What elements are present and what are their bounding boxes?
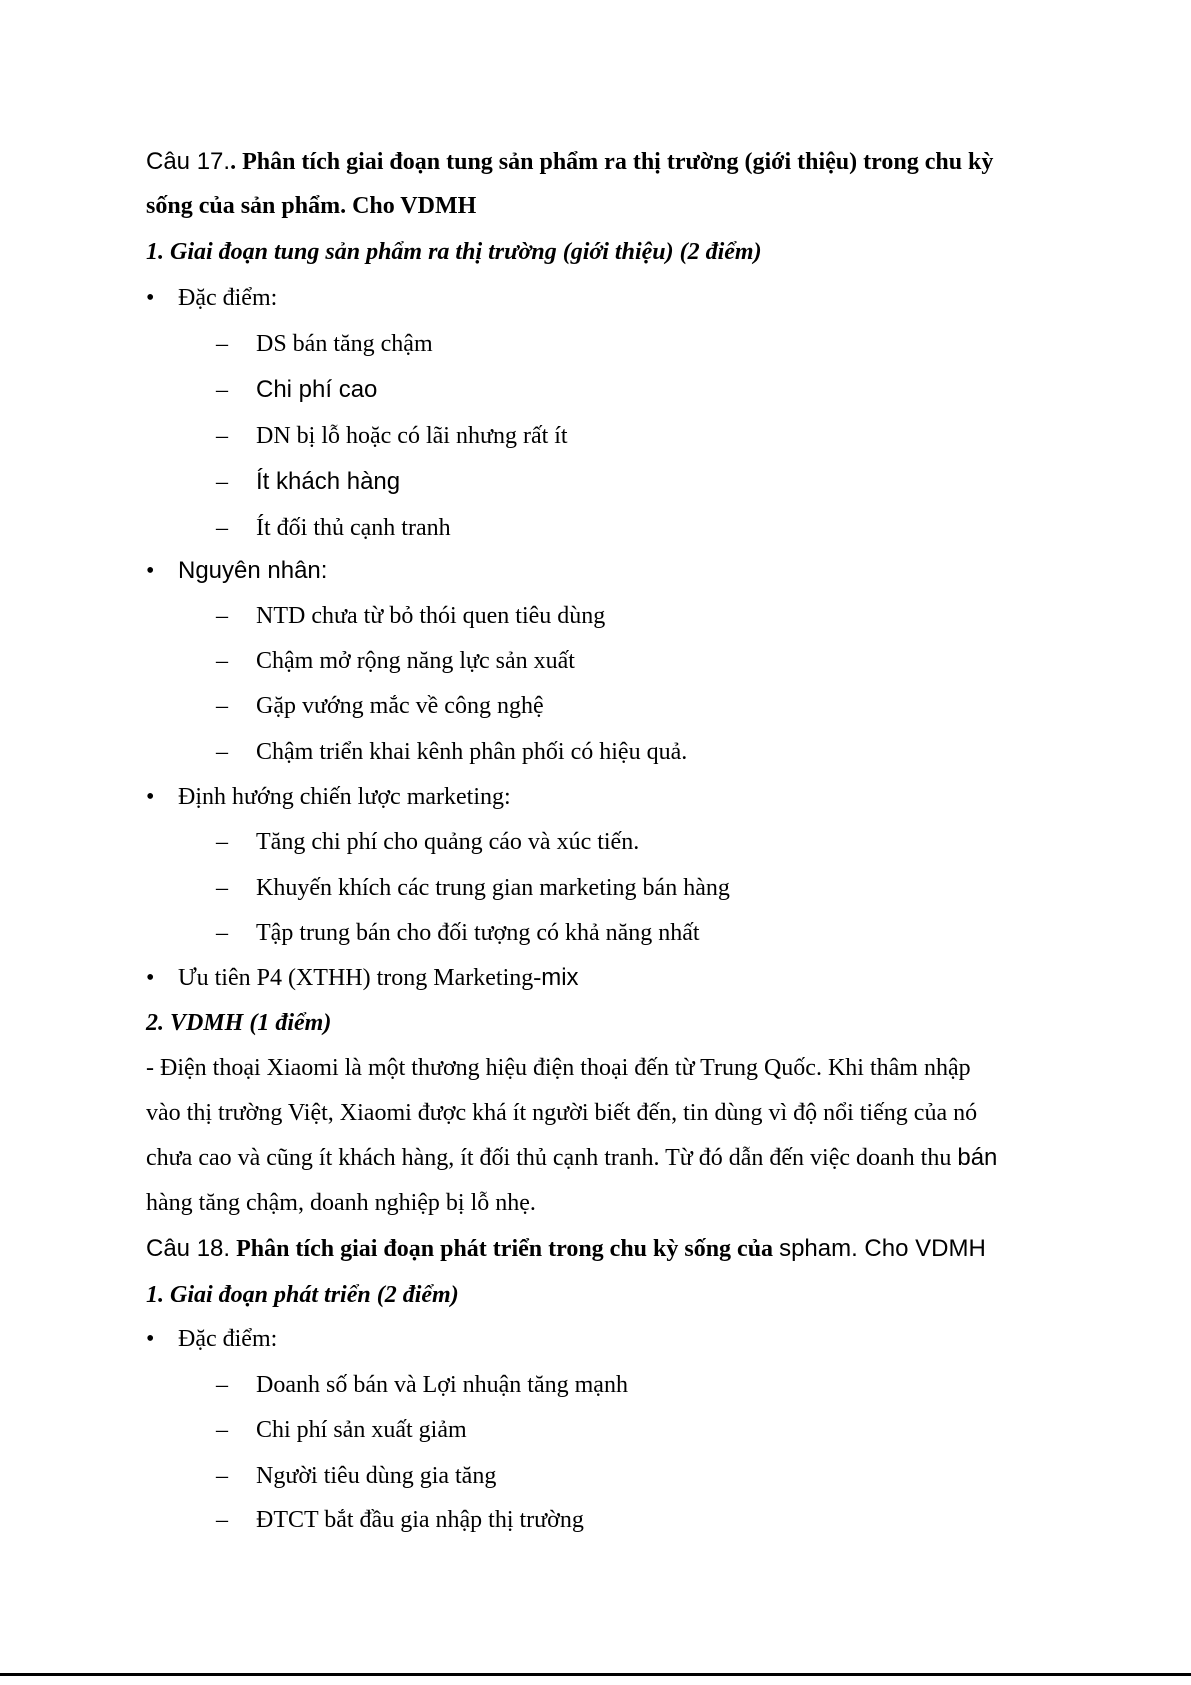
q17-example-line3-text: chưa cao và cũng ít khách hàng, ít đối thủ cạnh tranh. Từ đó dẫn đến việc doanh thu <box>146 1145 958 1171</box>
q18-title-tail: spham. Cho VDMH <box>779 1235 986 1262</box>
dash-marker: – <box>216 423 228 449</box>
dash-marker: – <box>216 693 228 719</box>
list-item-text: Chậm mở rộng năng lực sản xuất <box>256 648 575 674</box>
list-item-text: Chi phí cao <box>256 376 378 403</box>
q17-dac-diem-bullet <box>146 283 277 313</box>
q17-title-line1: . Phân tích giai đoạn tung sản phẩm ra thị trường (giới thiệu) trong chu kỳ <box>230 149 994 175</box>
dash-marker: – <box>216 377 228 403</box>
q17-dinh-huong-item <box>216 827 639 857</box>
q18-dac-diem-label: Đặc điểm: <box>178 1326 278 1352</box>
list-item-text: Người tiêu dùng gia tăng <box>256 1463 497 1489</box>
q17-example-line4: hàng tăng chậm, doanh nghiệp bị lỗ nhẹ. <box>146 1190 536 1216</box>
q17-nguyen-nhan-label: Nguyên nhân: <box>178 557 328 584</box>
q17-uu-tien-text: Ưu tiên P4 (XTHH) trong Marketing- <box>178 965 542 991</box>
q17-dac-diem-item <box>216 467 400 497</box>
q18-section1-heading: 1. Giai đoạn phát triển (2 điểm) <box>146 1282 459 1308</box>
q17-nguyen-nhan-item <box>216 737 687 767</box>
q17-uu-tien-tail: mix <box>541 964 579 991</box>
bullet-marker: • <box>146 1326 155 1352</box>
q18-title: Phân tích giai đoạn phát triển trong chu kỳ sống của <box>236 1236 774 1262</box>
dash-marker: – <box>216 1463 228 1489</box>
dash-marker: – <box>216 920 228 946</box>
q17-heading-line1 <box>146 147 993 177</box>
list-item-text: Ít khách hàng <box>256 468 401 495</box>
q17-nguyen-nhan-bullet <box>146 556 327 586</box>
q18-heading <box>146 1234 986 1264</box>
dash-marker: – <box>216 648 228 674</box>
q18-dac-diem-bullet <box>146 1324 277 1354</box>
q17-nguyen-nhan-item <box>216 646 575 676</box>
dash-marker: – <box>216 603 228 629</box>
q18-dac-diem-item <box>216 1415 467 1445</box>
q17-dac-diem-item <box>216 421 568 451</box>
list-item-text: Chậm triển khai kênh phân phối có hiệu quả. <box>256 739 688 765</box>
dash-marker: – <box>216 515 228 541</box>
q17-dinh-huong-item <box>216 873 730 903</box>
dash-marker: – <box>216 331 228 357</box>
q17-example-line3 <box>146 1143 997 1173</box>
q17-dinh-huong-bullet <box>146 782 511 812</box>
q17-section1-heading: 1. Giai đoạn tung sản phẩm ra thị trường (giới thiệu) (2 điểm) <box>146 239 762 265</box>
q17-dac-diem-item <box>216 375 377 405</box>
q17-example-line3-tail: bán <box>957 1144 998 1171</box>
dash-marker: – <box>216 829 228 855</box>
dash-marker: – <box>216 1417 228 1443</box>
q17-dac-diem-label: Đặc điểm: <box>178 285 278 311</box>
q17-title-line2: sống của sản phẩm. Cho VDMH <box>146 193 477 219</box>
list-item-text: Tập trung bán cho đối tượng có khả năng nhất <box>256 920 700 946</box>
q17-section2-heading: 2. VDMH (1 điểm) <box>146 1010 332 1036</box>
list-item-text: Gặp vướng mắc về công nghệ <box>256 693 544 719</box>
list-item-text: NTD chưa từ bỏ thói quen tiêu dùng <box>256 603 606 629</box>
list-item-text: ĐTCT bắt đầu gia nhập thị trường <box>256 1507 584 1533</box>
dash-marker: – <box>216 1372 228 1398</box>
q17-dinh-huong-label: Định hướng chiến lược marketing: <box>178 784 511 810</box>
q18-prefix: Câu 18. <box>146 1235 231 1262</box>
q17-example-line1: - Điện thoại Xiaomi là một thương hiệu điện thoại đến từ Trung Quốc. Khi thâm nhập <box>146 1055 971 1081</box>
dash-marker: – <box>216 739 228 765</box>
q17-dac-diem-item <box>216 329 433 359</box>
dash-marker: – <box>216 469 228 495</box>
bullet-marker: • <box>146 285 155 311</box>
q18-dac-diem-item <box>216 1505 584 1535</box>
list-item-text: DS bán tăng chậm <box>256 331 433 357</box>
list-item-text: Ít đối thủ cạnh tranh <box>256 515 451 541</box>
dash-marker: – <box>216 1507 228 1533</box>
list-item-text: Tăng chi phí cho quảng cáo và xúc tiến. <box>256 829 640 855</box>
page-bottom-rule <box>0 1673 1191 1676</box>
q17-nguyen-nhan-item <box>216 601 605 631</box>
list-item-text: DN bị lỗ hoặc có lãi nhưng rất ít <box>256 423 568 449</box>
q17-example-line2: vào thị trường Việt, Xiaomi được khá ít người biết đến, tin dùng vì độ nổi tiếng của nó <box>146 1100 978 1126</box>
q18-dac-diem-item <box>216 1370 628 1400</box>
list-item-text: Chi phí sản xuất giảm <box>256 1417 467 1443</box>
q17-dinh-huong-item <box>216 918 700 948</box>
q17-prefix: Câu 17. <box>146 148 231 175</box>
bullet-marker: • <box>146 558 155 584</box>
list-item-text: Doanh số bán và Lợi nhuận tăng mạnh <box>256 1372 628 1398</box>
q17-uu-tien-bullet <box>146 963 579 993</box>
q17-nguyen-nhan-item <box>216 691 544 721</box>
q18-dac-diem-item <box>216 1461 496 1491</box>
bullet-marker: • <box>146 784 155 810</box>
bullet-marker: • <box>146 965 155 991</box>
list-item-text: Khuyến khích các trung gian marketing bán hàng <box>256 875 730 901</box>
q17-dac-diem-item <box>216 513 451 543</box>
dash-marker: – <box>216 875 228 901</box>
